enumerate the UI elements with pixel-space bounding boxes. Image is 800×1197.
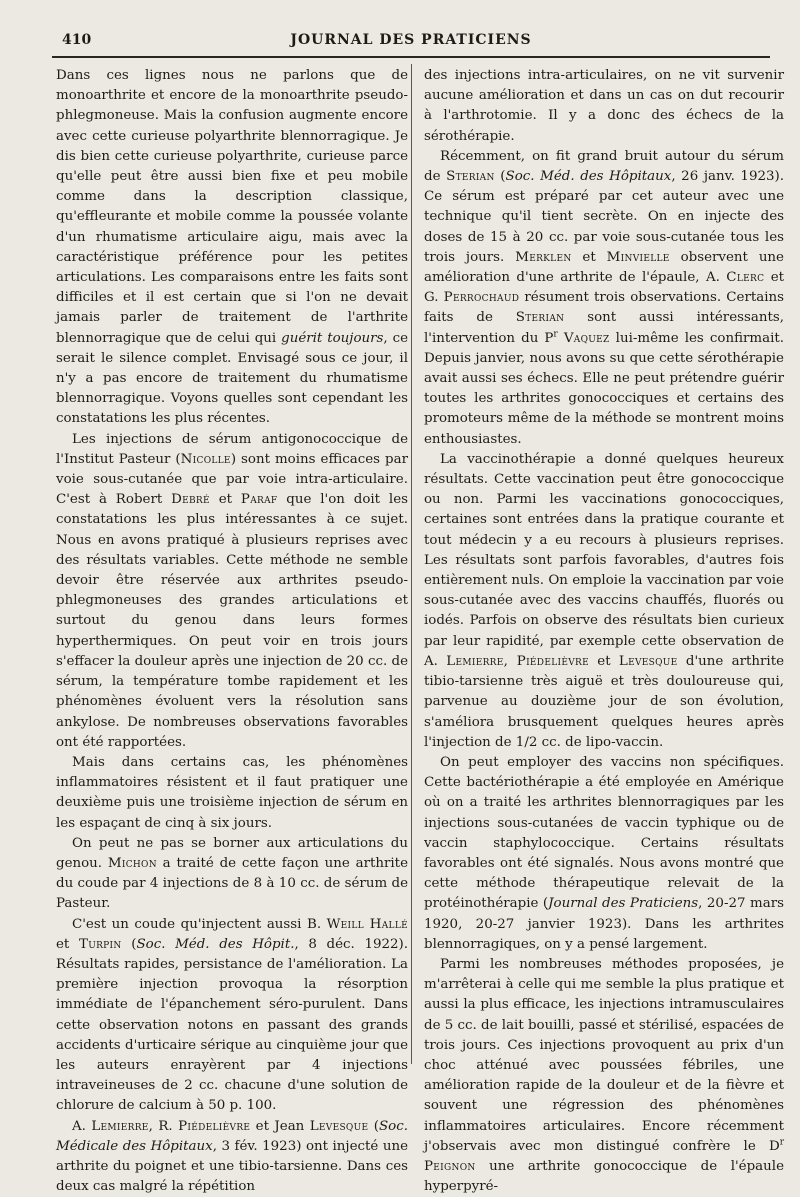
column-divider	[411, 64, 412, 1064]
paragraph-right-1: des injections intra-articulaires, on ne vit survenir aucune amélioration et dans un cas on dut recourir à l'arthrotomie. Il y a donc des échecs de la sérothérapie.	[424, 68, 784, 144]
author-name: Merklen	[515, 249, 572, 265]
text-run: On peut ne pas se borner aux articulations du genou.	[56, 835, 408, 871]
author-name: Turpin	[78, 936, 122, 952]
italic-run: guérit toujours	[281, 330, 384, 346]
author-name: Levesque	[618, 653, 678, 669]
text-run: Les injections de sérum antigonococcique de l'Institut Pasteur (	[56, 431, 408, 467]
text-run: sont aussi intéressants, l'intervention du P	[424, 310, 784, 346]
italic-run: Soc. Méd. des Hôpitaux	[505, 169, 672, 185]
text-run: Récemment, on fit grand bruit autour du sérum de	[424, 148, 784, 185]
author-name: Sterian	[515, 310, 565, 326]
text-run: , 3 fév. 1923) ont injecté une arthrite du poignet et une tibio-tarsienne. Dans ces deux cas malgré la répétition	[56, 1138, 408, 1195]
author-name: Peignon	[424, 1158, 476, 1174]
paragraph-left-3: Mais dans certains cas, les phénomènes inflammatoires résistent et il faut pratiquer une deuxième puis une troisième injection de sérum en les espaçant de cinq à six jours.	[56, 754, 408, 831]
author-name: Weill Hallé	[326, 916, 408, 932]
text-run: une arthrite gonococcique de l'épaule hyperpyré-	[424, 1158, 784, 1195]
author-name: Clerc	[726, 270, 765, 286]
paragraph-right-5	[424, 955, 784, 1197]
right-column	[424, 66, 784, 1197]
text-run: (	[121, 936, 137, 952]
paragraph-left-1	[56, 66, 408, 430]
text-run: et	[571, 249, 607, 265]
italic-run: Journal des Praticiens	[548, 896, 699, 912]
paragraph-right-3	[424, 450, 784, 753]
italic-run: Soc. Médicale des Hôpitaux	[56, 1118, 408, 1154]
paragraph-right-2	[424, 147, 784, 450]
author-name: Vaquez	[563, 330, 610, 346]
text-run: et	[209, 492, 241, 508]
text-run: On peut employer des vaccins non spécifiques. Cette bactériothérapie a été employée en Amérique où on a traité les arthrites blennorragiques par les injections sous-cutanées de vaccin typhique ou de vaccin staphylococcique. Certains résultats favorables ont été signalés. Nous avons montré que cette méthode thérapeutique relevait de la protéinothérapie (	[424, 754, 784, 912]
text-run: (	[368, 1118, 379, 1134]
text-run: d'une arthrite tibio-tarsienne très aiguë et très douloureuse qui, parvenue au douzième jour de son évolution, s'améliora brusquement quelques heures après l'injection de 1/2 cc. de lipo-vaccin.	[424, 653, 785, 750]
author-name: Lemierre, Piédelièvre	[446, 653, 589, 669]
text-run: a traité de cette façon une arthrite du coude par 4 injections de 8 à 10 cc. de sérum de Pasteur.	[56, 855, 408, 912]
paragraph-right-4	[424, 753, 784, 955]
paragraph-left-2	[56, 430, 408, 753]
text-run: lui-même les confirmait. Depuis janvier, nous avons su que cette sérothérapie avait aussi ses échecs. Elle ne peut prétendre guérir toutes les arthrites gonococciques et certains des promoteurs même de la méthode se montrent moins enthousiastes.	[424, 330, 784, 447]
text-run: , ce serait le silence complet. Envisagé sous ce jour, il n'y a pas encore de traitement du rhumatisme blennorragique. Voyons quelles sont cependant les constatations les plus récentes.	[56, 330, 408, 427]
superscript: r	[779, 1137, 784, 1148]
text-run: Dans ces lignes nous ne parlons que de monoarthrite et encore de la monoarthrite pseudo-phlegmoneuse. Mais la confusion augmente encore avec cette curieuse polyarthrite blennorragique. Je dis bien cette curieuse polyarthrite, curieuse parce qu'elle peut être aussi bien fixe et peu mobile comme dans la description classique, qu'effleurante et mobile comme la poussée volante d'un rhumatisme articulaire aigu, mais avec la caractéristique préférence pour les petites articulations. Les comparaisons entre les faits sont difficiles et il est certain que si l'on ne devait jamais parler de traitement de l'arthrite blennorragique que de celui qui	[56, 68, 408, 346]
italic-run: Soc. Méd. des Hôpit.	[136, 936, 295, 952]
paragraph-left-6	[56, 1117, 408, 1197]
author-name: Sterian	[446, 169, 495, 185]
page-header	[52, 28, 770, 58]
author-name: Levesque	[309, 1118, 369, 1134]
text-run: La vaccinothérapie a donné quelques heureux résultats. Cette vaccination peut être gonococcique ou non. Parmi les vaccinations gonococciques, certaines sont entrées dans la pratique courante et tout médecin y a eu recours à plusieurs reprises. Les résultats sont parfois favorables, d'autres fois entièrement nuls. On emploie la vaccination par voie sous-cutanée avec des vaccins chauffés, fluorés ou iodés. Parfois on observe des résultats bien curieux par leur rapidité, par exemple cette observation de A.	[424, 451, 784, 669]
text-run: , 20-27 mars 1920, 20-27 janvier 1923). Dans les arthrites blennorragiques, on y a pensé largement.	[424, 896, 784, 952]
page-number: 410	[62, 32, 92, 48]
author-name: Piédelièvre	[178, 1118, 251, 1134]
text-run: , R.	[148, 1118, 179, 1134]
text-run: Parmi les nombreuses méthodes proposées, je m'arrêterai à celle qui me semble la plus pratique et aussi la plus efficace, les injections intramusculaires de 5 cc. de lait bouilli, passé et stérilisé, espacées de trois jours. Ces injections provoquent au prix d'un choc atténué avec poussées fébriles, une amélioration rapide de la douleur et de la fièvre et souvent une régression des phénomènes inflammatoires articulaires. Encore récemment j'observais avec mon distingué confrère le D	[424, 956, 784, 1154]
author-name: Perrochaud	[443, 290, 520, 306]
author-name: Nicolle	[180, 451, 231, 467]
text-run: , 8 déc. 1922). Résultats rapides, persistance de l'amélioration. La première injection provoqua la résorption immédiate de l'épanchement séro-purulent. Dans cette observation notons en passant des grands accidents d'urticaire sérique au cinquième jour que les auteurs enrayèrent par 4 injections intraveineuses de 2 cc. chacune d'une solution de chlorure de calcium à 50 p. 100.	[56, 936, 409, 1114]
paragraph-left-4	[56, 834, 408, 915]
text-run: (	[494, 169, 506, 185]
text-run: , 26 janv. 1923). Ce sérum est préparé par cet auteur avec une technique qu'il tient secrète. On en injecte des doses de 15 à 20 cc. par voie sous-cutanée tous les trois jours.	[424, 169, 784, 265]
text-run: que l'on doit les constatations les plus intéressantes à ce sujet. Nous en avons pratiqué à plusieurs reprises avec des résultats variables. Cette méthode ne semble devoir être réservée aux arthrites pseudo-phlegmoneuses des grandes articulations et surtout du genou dans leurs formes hyperthermiques. On peut voir en trois jours s'effacer la douleur après une injection de 20 cc. de sérum, la température tombe rapidement et les phénomènes évoluent vers la résolution sans ankylose. De nombreuses observations favorables ont été rapportées.	[56, 492, 408, 750]
author-name: Lemierre	[91, 1118, 149, 1134]
running-title: JOURNAL DES PRATICIENS	[290, 32, 532, 48]
text-run: et	[588, 653, 619, 669]
author-name: Michon	[107, 855, 157, 871]
text-run: résument trois observations. Certains faits de	[424, 290, 785, 326]
text-run: observent une amélioration d'une arthrite de l'épaule, A.	[424, 249, 784, 286]
left-column	[56, 66, 408, 1197]
text-run: et Jean	[250, 1118, 310, 1134]
paragraph-left-5	[56, 915, 408, 1117]
text-run: ) sont moins efficaces par voie sous-cutanée que par voie intra-articulaire. C'est à Robert	[56, 451, 408, 508]
text-run: C'est un coude qu'injectent aussi B.	[72, 916, 327, 932]
text-run: A.	[72, 1118, 92, 1134]
text-run: et	[56, 936, 79, 952]
superscript: r	[553, 329, 558, 340]
author-name: Debré	[171, 492, 210, 508]
author-name: Minvielle	[606, 249, 670, 265]
text-run: et G.	[424, 270, 784, 306]
author-name: Paraf	[240, 492, 278, 508]
